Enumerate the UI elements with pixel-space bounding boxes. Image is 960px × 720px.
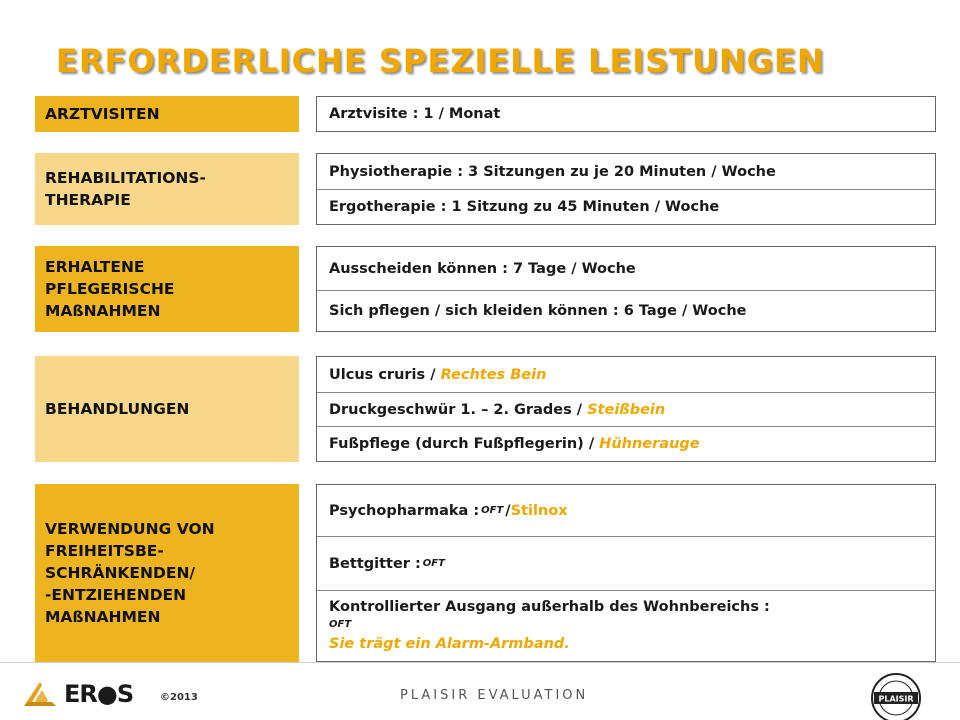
- service-highlight: Hühnerauge: [599, 436, 700, 452]
- category-label-line: MAßNAHMEN: [45, 302, 161, 320]
- service-row: [317, 427, 935, 461]
- category-freiheitsentziehend: [35, 484, 299, 662]
- category-label-line: MAßNAHMEN: [45, 608, 161, 626]
- service-highlight: Rechtes Bein: [440, 366, 547, 383]
- category-label: BEHANDLUNGEN: [45, 400, 190, 418]
- category-arztvisiten: [35, 96, 299, 132]
- freiheit-box: [316, 484, 936, 662]
- category-pflege: [35, 246, 299, 332]
- service-row: [317, 485, 935, 537]
- service-text: Kontrollierter Ausgang außerhalb des Wohnbereichs :: [329, 599, 770, 615]
- service-row: [317, 247, 935, 291]
- service-text: Ausscheiden können : 7 Tage / Woche: [329, 260, 636, 277]
- category-label-line: ERHALTENE: [45, 258, 145, 276]
- arztvisiten-box: [316, 96, 936, 132]
- category-rehabilitation: [35, 153, 299, 225]
- service-row: [317, 97, 935, 131]
- service-text: Ulcus cruris /: [329, 366, 436, 383]
- category-label-line: FREIHEITSBE-: [45, 542, 164, 560]
- category-label: ARZTVISITEN: [45, 105, 160, 123]
- seal-text: PLAISIR: [878, 694, 914, 704]
- service-text: Physiotherapie : 3 Sitzungen zu je 20 Minuten / Woche: [329, 163, 776, 180]
- service-row: [317, 291, 935, 331]
- service-row: [317, 357, 935, 393]
- page-title: ERFORDERLICHE SPEZIELLE LEISTUNGEN: [56, 42, 825, 80]
- category-label-line: PFLEGERISCHE: [45, 280, 175, 298]
- frequency-tag: OFT: [481, 505, 504, 516]
- footer-divider: [0, 662, 960, 663]
- plaisir-seal-icon: [856, 664, 936, 720]
- separator: /: [505, 502, 511, 519]
- frequency-tag: OFT: [329, 619, 352, 630]
- service-text: Druckgeschwür 1. – 2. Grades /: [329, 401, 583, 418]
- service-text: Bettgitter :: [329, 555, 421, 572]
- service-row: [317, 190, 935, 224]
- copyright: ©2013: [160, 692, 198, 703]
- brand-logo: ER●S: [64, 680, 134, 708]
- service-text: Psychopharmaka :: [329, 502, 480, 519]
- category-label-line: SCHRÄNKENDEN/: [45, 564, 196, 582]
- service-highlight: Stilnox: [510, 502, 568, 519]
- service-row: [317, 591, 935, 661]
- category-label-line: REHABILITATIONS-: [45, 169, 206, 187]
- category-label-line: VERWENDUNG VON: [45, 520, 215, 538]
- behandlungen-box: [316, 356, 936, 462]
- service-text: Sich pflegen / sich kleiden können : 6 Tage / Woche: [329, 303, 747, 319]
- rehabilitation-box: [316, 153, 936, 225]
- footer-tagline: PLAISIR EVALUATION: [400, 688, 589, 703]
- service-row: [317, 393, 935, 427]
- category-label-line: THERAPIE: [45, 191, 131, 209]
- frequency-tag: OFT: [422, 558, 445, 569]
- service-row: [317, 154, 935, 190]
- service-highlight: Sie trägt ein Alarm-Armband.: [329, 636, 570, 652]
- service-text: Fußpflege (durch Fußpflegerin) /: [329, 436, 595, 452]
- service-text: Arztvisite : 1 / Monat: [329, 106, 501, 122]
- category-label-line: -ENTZIEHENDEN: [45, 586, 187, 604]
- service-highlight: Steißbein: [587, 401, 666, 418]
- service-text: Ergotherapie : 1 Sitzung zu 45 Minuten / Woche: [329, 199, 720, 215]
- eros-logo-icon: [22, 678, 58, 708]
- category-behandlungen: [35, 356, 299, 462]
- pflege-box: [316, 246, 936, 332]
- service-row: [317, 537, 935, 591]
